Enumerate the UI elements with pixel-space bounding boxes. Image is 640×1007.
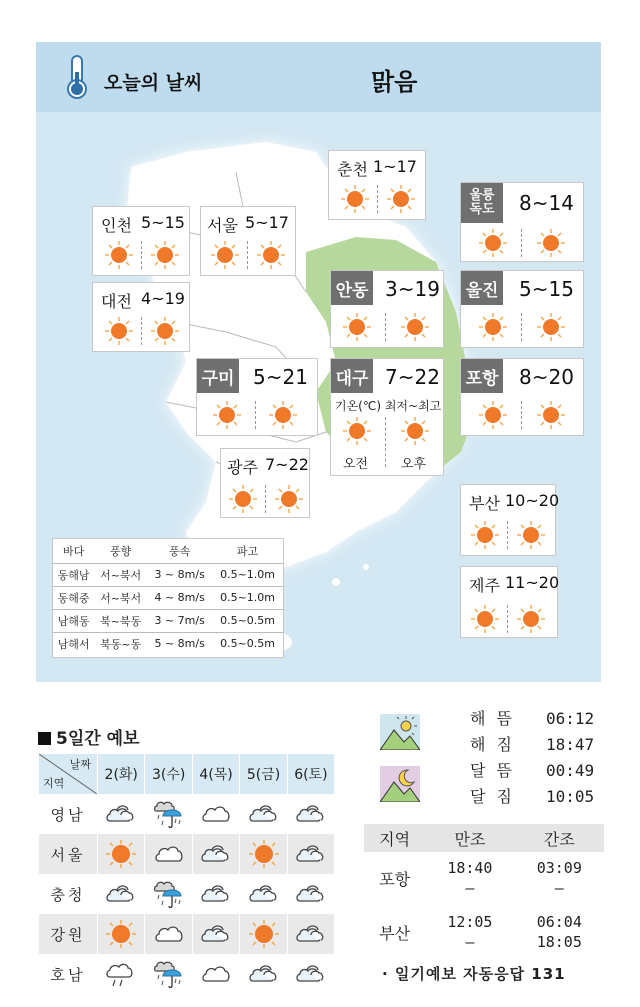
corner-region-label: 지역 [43,777,65,790]
partly-cloudy-icon [105,799,137,829]
sun-moon-panel [376,706,608,816]
city-temp: 5~15 [141,213,185,232]
city-tag: 대구 [331,359,373,393]
sea-header: 파고 [236,544,259,558]
sea-cell: 3 ~ 7m/s [147,609,212,632]
sunrise-row: 해 뜸 06:12 [470,709,595,728]
tide-header: 지역 [364,824,425,852]
tide-high: 12:05 [447,913,493,931]
tide-low: 06:04 [536,913,582,931]
city-temp: 8~14 [519,191,574,215]
partly-cloudy-icon [295,879,327,909]
city-card-daejeon [92,282,190,352]
city-temp: 5~21 [253,365,308,389]
table-row [364,852,604,904]
forecast-region: 강원 [39,914,98,954]
sea-header: 바다 [62,544,85,558]
sun-icon [211,241,239,269]
city-temp: 3~19 [385,277,440,301]
sea-cell: 동해중 [53,586,94,609]
sea-cell: 0.5~1.0m [212,563,283,586]
city-card-pohang [460,358,584,436]
cloudy-icon [200,959,232,989]
sea-cell: 0.5~1.0m [212,586,283,609]
city-temp: 10~20 [505,491,560,510]
tide-header-row [364,824,604,852]
sun-icon [401,313,429,341]
city-card-uljin [460,270,584,348]
city-name: 대전 [101,292,132,311]
sun-icon [343,417,371,445]
sun-icon [257,241,285,269]
thermometer-icon [64,54,90,100]
sun-icon [105,919,137,949]
sea-cell: 북동~동 [94,632,147,655]
table-row [53,563,283,586]
city-temp: 11~20 [505,573,560,592]
sun-icon [537,229,565,257]
sun-icon [229,485,257,513]
sun-icon [275,485,303,513]
tide-high: – [465,933,475,951]
forecast-title: 5일간 예보 [38,724,139,749]
forecast-row [39,954,335,994]
forecast-region: 서울 [39,834,98,874]
city-temp: 5~15 [519,277,574,301]
partly-cloudy-icon [200,839,232,869]
header-sky-condition: 맑음 [371,68,418,96]
city-temp: 5~17 [245,213,289,232]
forecast-day: 4(목) [192,754,239,794]
forecast-row [39,834,335,874]
sea-header: 풍향 [110,544,132,558]
sun-icon [105,317,133,345]
corner-date-label: 날짜 [69,758,91,771]
sun-icon [471,605,499,633]
legend-title: 기온(℃) 최저~최고 [335,399,442,413]
sun-icon [537,313,565,341]
tide-high: 18:40 [447,859,493,877]
cloud-rain-icon [105,959,137,989]
forecast-day: 5(금) [240,754,287,794]
partly-cloudy-icon [295,839,327,869]
city-card-daegu [330,358,444,476]
city-card-jeju [460,566,558,638]
sea-header-row [53,539,283,563]
auto-response-notice: · 일기예보 자동응답 131 [382,965,566,983]
city-name: 춘천 [337,160,368,179]
partly-cloudy-icon [105,879,137,909]
sun-icon [248,839,280,869]
legend-pm: 오후 [401,457,427,472]
sun-icon [105,839,137,869]
sea-header: 풍속 [169,544,191,558]
forecast-row [39,914,335,954]
table-row [53,632,283,655]
city-name: 부산 [469,494,500,513]
forecast-region: 영남 [39,794,98,834]
sun-icon [387,185,415,213]
sun-icon [269,401,297,429]
city-card-andong [330,270,444,348]
partly-cloudy-icon [200,919,232,949]
city-temp: 7~22 [385,365,440,389]
sun-icon [248,919,280,949]
city-card-gwangju [220,448,310,518]
sea-conditions-table [52,538,284,658]
sun-icon [479,401,507,429]
partly-cloudy-icon [248,799,280,829]
rain-umbrella-icon [153,879,185,909]
forecast-row [39,874,335,914]
city-card-seoul [200,206,296,276]
forecast-row [39,794,335,834]
tide-high: – [465,879,475,897]
city-name: 서울 [207,216,238,235]
rain-umbrella-icon [153,799,185,829]
city-tag: 안동 [331,271,373,305]
city-card-ulleung-dokdo [460,182,584,262]
city-card-chuncheon [328,150,426,220]
tide-table [364,824,604,960]
table-row [364,904,604,960]
sun-icon [479,313,507,341]
city-temp: 8~20 [519,365,574,389]
cloudy-icon [200,799,232,829]
forecast-day: 2(화) [98,754,145,794]
city-name: 광주 [227,458,258,477]
sun-icon [341,185,369,213]
city-card-gumi [196,358,318,436]
sea-cell: 남해동 [53,609,94,632]
sun-icon [343,313,371,341]
table-row [53,609,283,632]
sun-icon [151,241,179,269]
table-row [53,586,283,609]
sun-icon [517,521,545,549]
city-temp: 4~19 [141,289,185,308]
sun-icon [213,401,241,429]
forecast-region: 충청 [39,874,98,914]
tide-header: 간조 [515,824,604,852]
tide-header: 만조 [425,824,514,852]
sun-icon [517,605,545,633]
cloudy-icon [153,839,185,869]
forecast-header-row [39,754,335,794]
city-temp: 7~22 [265,455,309,474]
sun-icon [471,521,499,549]
sun-icon [479,229,507,257]
tide-region: 포항 [379,869,411,889]
sea-cell: 4 ~ 8m/s [147,586,212,609]
city-tag: 포항 [461,359,503,393]
sunset-row: 해 짐 18:47 [470,735,595,754]
partly-cloudy-icon [295,799,327,829]
city-tag: 구미 [197,359,239,393]
header-label: 오늘의 날씨 [104,72,203,94]
map-header [36,42,601,112]
forecast-table [38,754,334,994]
forecast-day: 6(토) [287,754,334,794]
forecast-day: 3(수) [145,754,192,794]
sun-mountain-icon [380,714,420,750]
rain-umbrella-icon [153,959,185,989]
sea-cell: 북~북동 [94,609,147,632]
sea-cell: 남해서 [53,632,94,655]
moon-mountain-icon [380,766,420,802]
moonrise-row: 달 뜸 00:49 [470,761,595,780]
partly-cloudy-icon [200,879,232,909]
partly-cloudy-icon [295,919,327,949]
city-card-incheon [92,206,190,276]
city-tag: 울릉 독도 [461,183,503,223]
partly-cloudy-icon [295,959,327,989]
legend-am: 오전 [343,457,369,472]
city-card-busan [460,484,560,556]
tide-low: – [554,879,564,897]
city-name: 제주 [469,576,500,595]
sun-icon [151,317,179,345]
tide-low: 18:05 [536,933,582,951]
forecast-corner [39,754,97,794]
city-tag: 울진 [461,271,503,305]
sea-cell: 3 ~ 8m/s [147,563,212,586]
tide-low: 03:09 [536,859,582,877]
city-name: 인천 [101,216,132,235]
sun-icon [537,401,565,429]
sea-cell: 0.5~0.5m [212,609,283,632]
tide-region: 부산 [379,923,411,943]
sun-icon [105,241,133,269]
partly-cloudy-icon [248,879,280,909]
sea-cell: 서~북서 [94,563,147,586]
sea-cell: 서~북서 [94,586,147,609]
sea-cell: 5 ~ 8m/s [147,632,212,655]
sea-cell: 0.5~0.5m [212,632,283,655]
forecast-region: 호남 [39,954,98,994]
cloudy-icon [153,919,185,949]
city-temp: 1~17 [373,157,417,176]
sun-icon [401,417,429,445]
sea-cell: 동해남 [53,563,94,586]
moonset-row: 달 짐 10:05 [470,787,595,806]
partly-cloudy-icon [248,959,280,989]
